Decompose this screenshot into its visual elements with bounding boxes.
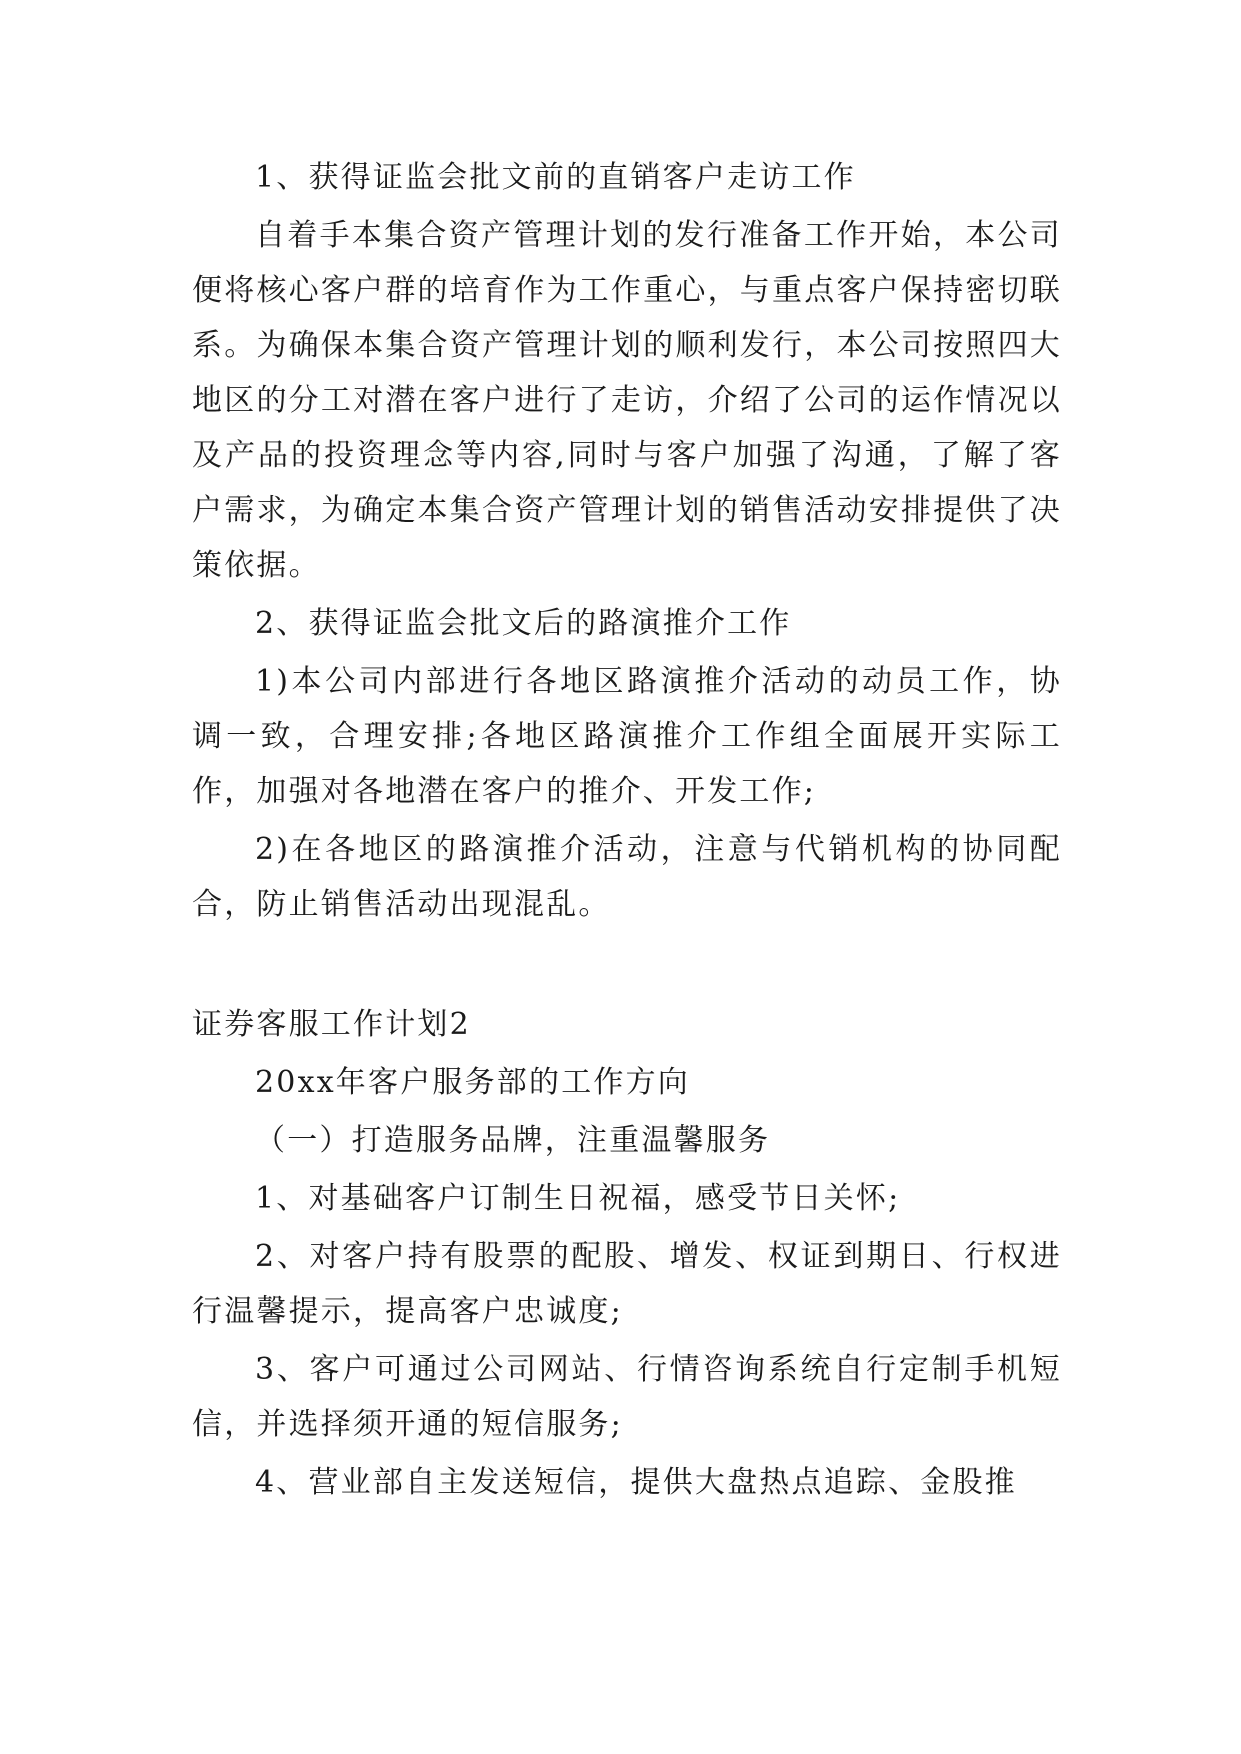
list-item-service-4: 4、营业部自主发送短信，提供大盘热点追踪、金股推 — [255, 1465, 1017, 1500]
subheading-work-direction: 20xx年客户服务部的工作方向 — [255, 1065, 691, 1100]
document-title-plan-2: 证券客服工作计划2 — [192, 1007, 471, 1042]
list-item-roadshow-2: 2)在各地区的路演推介活动，注意与代销机构的协同配合，防止销售活动出现混乱。 — [192, 832, 1062, 922]
list-item-roadshow-1: 1)本公司内部进行各地区路演推介活动的动员工作，协调一致，合理安排;各地区路演推介工作组全面展开实际工作，加强对各地潜在客户的推介、开发工作; — [192, 664, 1062, 809]
paragraph-client-visits: 自着手本集合资产管理计划的发行准备工作开始，本公司便将核心客户群的培育作为工作重心，与重点客户保持密切联系。为确保本集合资产管理计划的顺利发行，本公司按照四大地区的分工对潜在客户进行了走访，介绍了公司的运作情况以及产品的投资理念等内容,同时与客户加强了沟通，了解了客户需求，为确定本集合资产管理计划的销售活动安排提供了决策依据。 — [192, 218, 1062, 583]
list-item-service-1: 1、对基础客户订制生日祝福，感受节日关怀; — [255, 1181, 901, 1216]
subheading-service-brand: （一）打造服务品牌，注重温馨服务 — [255, 1123, 771, 1158]
section-heading-1: 1、获得证监会批文前的直销客户走访工作 — [255, 160, 856, 195]
document-body — [192, 150, 1062, 1513]
list-item-service-3: 3、客户可通过公司网站、行情咨询系统自行定制手机短信，并选择须开通的短信服务; — [192, 1352, 1062, 1442]
list-item-service-2: 2、对客户持有股票的配股、增发、权证到期日、行权进行温馨提示，提高客户忠诚度; — [192, 1239, 1062, 1329]
section-heading-2: 2、获得证监会批文后的路演推介工作 — [255, 606, 792, 641]
